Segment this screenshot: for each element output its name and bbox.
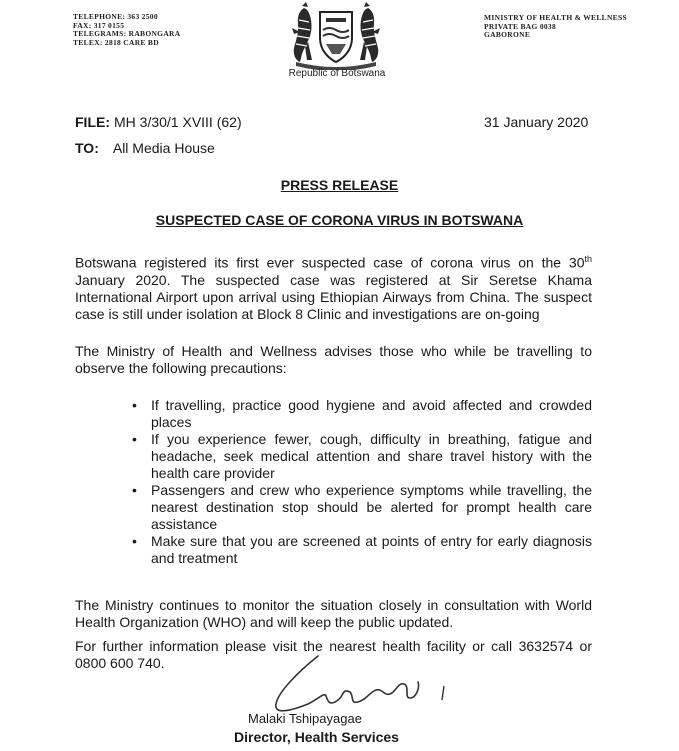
signatory-name: Malaki Tshipayagae [248,711,362,726]
fax-line: FAX: 317 0155 [73,20,125,30]
p1-start: Botswana registered its first ever suspected case of corona virus on the 30 [75,254,585,271]
signatory-title: Director, Health Services [234,729,399,745]
p1-superscript: th [584,254,592,264]
recipient [75,140,215,156]
bullet-icon: • [132,431,137,447]
bullet-icon: • [132,482,137,498]
bullet-icon: • [132,397,137,413]
ministry-name: MINISTRY OF HEALTH & WELLNESS [484,13,627,22]
file-reference [75,114,242,130]
letterhead-contacts [73,13,180,47]
to-label: TO: [75,140,99,156]
republic-caption: Republic of Botswana [288,68,386,79]
list-item [128,533,592,567]
press-release-heading: PRESS RELEASE [280,177,399,193]
paragraph-advisory: The Ministry of Health and Wellness advises those who while be travelling to observe the following precautions: [75,343,592,376]
list-item-text: Passengers and crew who experience symptoms while travelling, the nearest destination stop should be alerted for prompt health care assistance [151,482,592,532]
list-item [128,397,592,431]
private-bag-line: PRIVATE BAG 0038 [484,21,557,31]
left-zebra-icon [292,2,312,62]
telegrams-line: TELEGRAMS: RABONGARA [73,29,181,39]
right-zebra-icon [360,2,380,62]
list-item [128,431,592,482]
precautions-list [128,397,592,567]
to-value: All Media House [112,140,215,156]
subject-heading: SUSPECTED CASE OF CORONA VIRUS IN BOTSWANA [155,212,524,228]
shield-icon [320,12,352,62]
list-item-text: If you experience fewer, cough, difficulty in breathing, fatigue and headache, seek medical attention and share travel history with the health care provider [151,431,592,481]
p1-rest: January 2020. The suspected case was registered at Sir Seretse Khama International Airport upon arrival using Ethiopian Airways from China. The suspect case is still under isolation at Block 8 Clinic and investigations are on-going [75,271,592,322]
file-ref-value: MH 3/30/1 XVIII (62) [114,114,242,130]
paragraph-monitoring: The Ministry continues to monitor the situation closely in consultation with World Health Organization (WHO) and will keep the public updated. [75,597,592,630]
telex-line: TELEX: 2818 CARE BD [73,37,159,47]
letter-date: 31 January 2020 [484,114,589,130]
city-line: GABORONE [484,30,531,40]
telephone-line: TELEPHONE: 363 2500 [73,12,158,21]
list-item [128,482,592,533]
file-label: FILE: [75,114,110,130]
ministry-address [484,14,627,40]
paragraph-contact-info: For further information please visit the nearest health facility or call 3632574 or 0800 600 740. [75,638,592,671]
coat-of-arms-emblem [282,2,390,70]
list-item-text: If travelling, practice good hygiene and avoid affected and crowded places [151,397,592,430]
list-item-text: Make sure that you are screened at points of entry for early diagnosis and treatment [151,533,592,566]
paragraph-announcement [75,251,592,323]
bullet-icon: • [132,533,137,549]
